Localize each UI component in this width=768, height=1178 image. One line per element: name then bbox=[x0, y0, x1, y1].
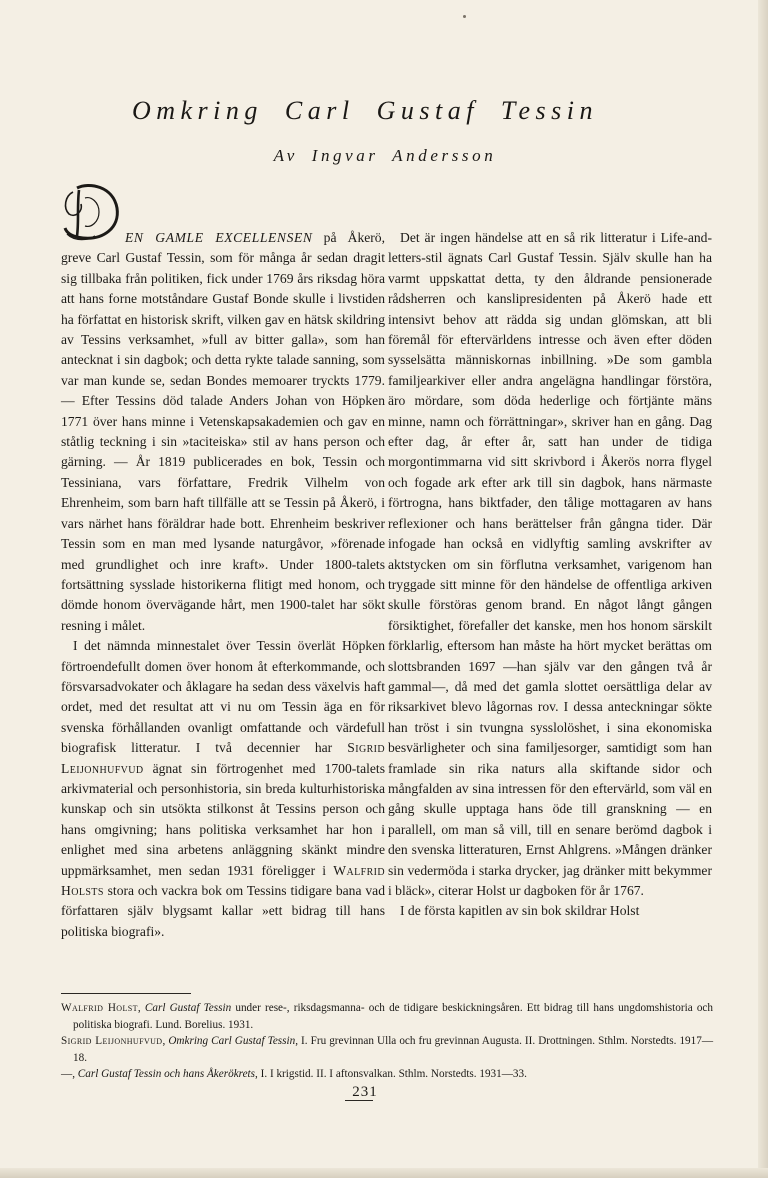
left-paragraph-2-text-c: stora och vackra bok om Tessins tidigare bana vad författaren själv blygsamt kallar »ett bidrag till hans politiska biografi». bbox=[61, 883, 385, 939]
article-byline: Av Ingvar Andersson bbox=[273, 146, 497, 165]
footnote-ditto: —, bbox=[61, 1068, 78, 1081]
footnote-1 bbox=[61, 1000, 713, 1033]
page-number: 231 bbox=[352, 1084, 378, 1100]
author-name-leijonhufvud: Sigrid Leijonhufvud bbox=[61, 740, 385, 776]
print-mark bbox=[463, 15, 466, 18]
footnote-book-title: Omkring Carl Gustaf Tessin bbox=[168, 1035, 296, 1048]
footnote-details: under rese-, riksdagsmanna- och de tidigare beskickningsåren. Ett bidrag till hans ungdomshistoria och politiska biografi. Lund. Borelius. 1931. bbox=[73, 1002, 713, 1031]
footnote-3 bbox=[61, 1066, 713, 1083]
left-paragraph-2 bbox=[61, 636, 385, 942]
dropcap-initial bbox=[59, 178, 121, 244]
left-paragraph-1 bbox=[61, 178, 385, 636]
footnote-book-title: Carl Gustaf Tessin och hans Åkerökrets bbox=[77, 1068, 256, 1081]
footnote-2 bbox=[61, 1033, 713, 1066]
left-paragraph-2-text-a: I det nämnda minnestalet över Tessin överlät Höpken förtroendefullt domen över honom åt efterkommande, och försvarsadvokater och åklagare ha sedan dess växelvis haft ordet, med det resultat att vi nu om Tessin äga en för svenska förhållanden ovanligt omfattande och värdefull biografisk litteratur. I två decennier har bbox=[61, 638, 385, 756]
page-number-underline bbox=[345, 1100, 373, 1101]
footnote-book-title: Carl Gustaf Tessin bbox=[144, 1002, 232, 1014]
author-name-holst: Walfrid Holsts bbox=[61, 862, 385, 898]
footnote-author: Walfrid Holst bbox=[61, 1002, 138, 1014]
footnote-author: Sigrid Leijonhufvud bbox=[61, 1035, 163, 1048]
left-column bbox=[61, 178, 385, 942]
lead-in: EN GAMLE EXCELLENSEN bbox=[125, 230, 313, 245]
footnote-separator: , bbox=[162, 1035, 169, 1048]
footnote-details: , I. Fru grevinnan Ulla och fru grevinnan Augusta. II. Drottningen. Sthlm. Norstedts. 1917—18. bbox=[73, 1035, 714, 1064]
right-column bbox=[388, 228, 712, 922]
footnote-divider bbox=[61, 993, 191, 994]
right-paragraph-1: Det är ingen händelse att en så rik litteratur i Life-and-letters-stil ägnats Carl Gustaf Tessin. Själv skulle han ha varmt uppskattat detta, ty den åldrande pensionerade rådsherren och kanslipresidenten på Åkerö hade ett intensivt behov att rädda sig undan glömskan, att bli föremål för eftervärldens intresse och även efter döden sysselsätta människornas inbillning. »De som gambla familjearkiver eller andra angelägna handlingar förstöra, äro mördare, som döda hederlige och förtjänte mäns minne, namn och förrättningar», skriver han en gång. Dag efter dag, år efter år, satt han under de tidiga morgontimmarna vid sitt skrivbord i Åkerös norra flygel och fogade ark efter ark till sin dagbok, hans närmaste förtrogna, hans biktfader, den tålige mottagaren av hans reflexioner och hans berättelser från gångna tider. Där infogade han också en vidlyftig samling avskrifter av aktstycken om sin förflutna verksamhet, varigenom han tryggade sitt minne för den händelse de offentliga arkiven skulle förstöras genom brand. En något långt gången försiktighet, förefaller det kanske, men hos honom särskilt förklarlig, eftersom han måste ha hört mycket berättas om slottsbranden 1697 —han själv var den gången två år gammal—, då med det gamla slottet oersättliga delar av riksarkivet blevo lågornas rov. I dessa anteckningar sökte han tröst i sin tvungna sysslolöshet, i sina ekonomiska besvärligheter och sina familjesorger, samtidigt som han framlade sin rika naturs alla skiftande sidor och mångfalden av sina intressen för den eftervärld, som väl en gång skulle upptaga hans öde till granskning — en parallell, om man så vill, till en senare berömd dagbok i den svenska litteraturen, Ernst Ahlgrens. »Mången dränker sin vedermöda i starka drycker, jag dränker mitt bekymmer i bläck», citerar Holst ur dagboken för år 1767. bbox=[388, 230, 712, 898]
footnote-separator: , bbox=[137, 1002, 145, 1014]
footnote-details: , I. I krigstid. II. I aftonsvalkan. Sthlm. Norstedts. 1931—33. bbox=[255, 1068, 527, 1081]
footnotes bbox=[61, 1000, 713, 1083]
left-paragraph-1-text: på Åkerö, greve Carl Gustaf Tessin, som för många år sedan dragit sig tillbaka från politiken, fick under 1769 års riksdag höra att hans forne motståndare Gustaf Bonde skulle i livstiden ha författat en historisk skrift, vilken gav en hätsk skildring av Tessins verksamhet, »full av bitter galla», som han antecknat i sin dagbok; och detta rykte talade sanning, som var man kunde se, sedan Bondes memoarer tryckts 1779. — Efter Tessins död talade Anders Johan von Höpken 1771 över hans minne i Vetenskapsakademien och gav en ståtlig teckning i sin »taciteiska» stil av hans person och gärning. — År 1819 publicerades en bok, Tessin och Tessiniana, vars författare, Fredrik Vilhelm von Ehrenheim, som barn haft tillfälle att se Tessin på Åkerö, i vars närhet hans föräldrar hade bott. Ehrenheim beskriver Tessin som en man med lysande naturgåvor, »förenade med grundlighet och inre kraft». Under 1800-talets fortsättning sysslade historikerna flitigt med honom, och dömde honom övervägande hårt, men 1900-talet har sökt resning i målet. bbox=[61, 230, 385, 633]
page-edge-right bbox=[758, 0, 768, 1178]
right-paragraph-2: I de första kapitlen av sin bok skildrar Holst bbox=[400, 903, 640, 919]
page-edge-bottom bbox=[0, 1168, 768, 1178]
article-title: Omkring Carl Gustaf Tessin bbox=[131, 96, 599, 125]
left-paragraph-2-text-b: ägnat sin förtrogenhet med 1700-talets arkivmaterial och personhistoria, sin breda kulturhistoriska kunskap och sin utsökta stilkonst åt Tessins person och hans omgivning; hans politiska verksamhet har hon i enlighet med sina arbetens anläggning skänkt mindre uppmärksamhet, men sedan 1931 föreligger i bbox=[61, 760, 385, 878]
